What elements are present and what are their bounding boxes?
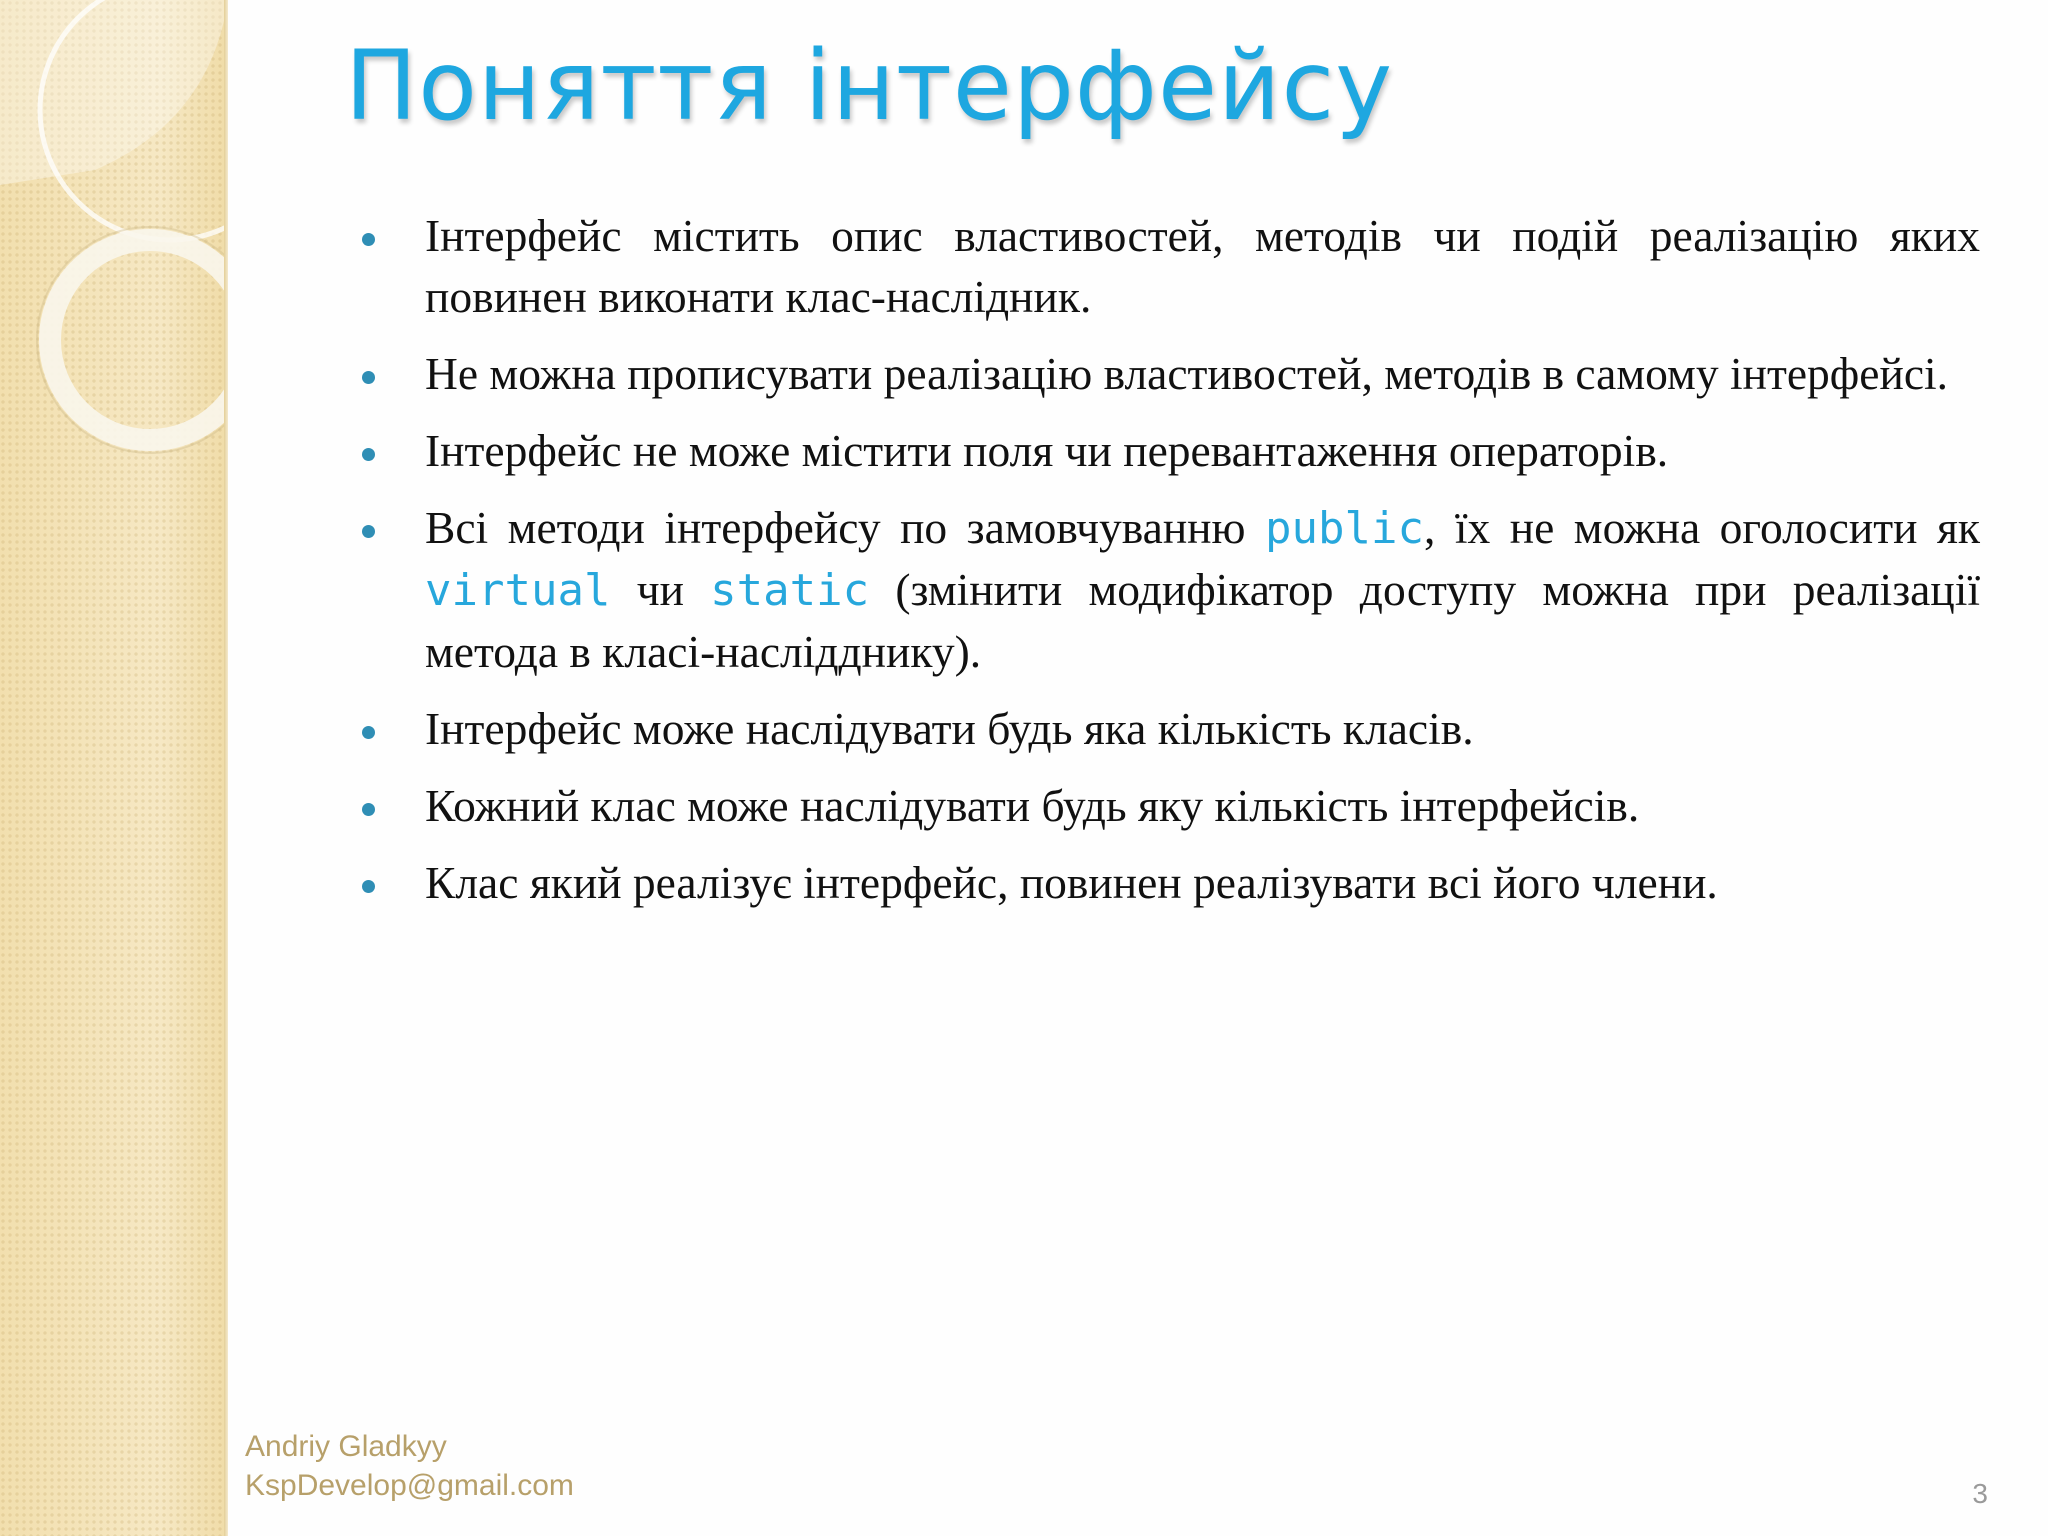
- bullet-item: [362, 852, 1980, 913]
- bullet-item: [362, 698, 1980, 759]
- bullet-dot-icon: [362, 726, 375, 739]
- bullet-item: [362, 497, 1980, 682]
- bullet-text: Інтерфейс містить опис властивостей, методів чи подій реалізацію яких повинен виконати клас-наслідник.: [425, 210, 1980, 322]
- keyword-virtual: virtual: [425, 565, 611, 616]
- bullet-text-part: , їх не можна оголосити як: [1423, 502, 1980, 553]
- page-number: 3: [1972, 1478, 1988, 1509]
- keyword-static: static: [710, 565, 870, 616]
- bullet-item: [362, 420, 1980, 481]
- decorative-side-panel: [0, 0, 228, 1536]
- bullet-text: Інтерфейс може наслідувати будь яка кількість класів.: [425, 703, 1474, 754]
- bullet-text: Не можна прописувати реалізацію властивостей, методів в самому інтерфейсі.: [425, 348, 1949, 399]
- footer-author: Andriy Gladkyy: [245, 1430, 447, 1463]
- keyword-public: public: [1265, 503, 1424, 554]
- footer-email: KspDevelop@gmail.com: [245, 1469, 574, 1502]
- slide-title: Поняття інтерфейсу: [345, 30, 1394, 142]
- bullet-dot-icon: [362, 525, 375, 538]
- bullet-item: [362, 775, 1980, 836]
- bullet-text-part: чи: [610, 564, 711, 615]
- decorative-rings: [0, 0, 228, 1536]
- bullet-text-part: (змінити модифікатор доступу можна при реалізації метода в класі-наслідднику).: [425, 564, 1980, 677]
- bullet-dot-icon: [362, 371, 375, 384]
- bullet-dot-icon: [362, 880, 375, 893]
- bullet-item: [362, 205, 1980, 327]
- bullet-dot-icon: [362, 803, 375, 816]
- panel-edge-divider: [224, 0, 228, 1536]
- bullet-list: [362, 205, 1980, 929]
- bullet-dot-icon: [362, 448, 375, 461]
- bullet-text-part: Всі методи інтерфейсу по замовчуванню: [425, 502, 1266, 553]
- footer: [245, 1427, 574, 1505]
- bullet-text: Клас який реалізує інтерфейс, повинен реалізувати всі його члени.: [425, 857, 1718, 908]
- bullet-text: Кожний клас може наслідувати будь яку кількість інтерфейсів.: [425, 780, 1640, 831]
- bullet-item: [362, 343, 1980, 404]
- bullet-text: Інтерфейс не може містити поля чи перевантаження операторів.: [425, 425, 1669, 476]
- bullet-dot-icon: [362, 233, 375, 246]
